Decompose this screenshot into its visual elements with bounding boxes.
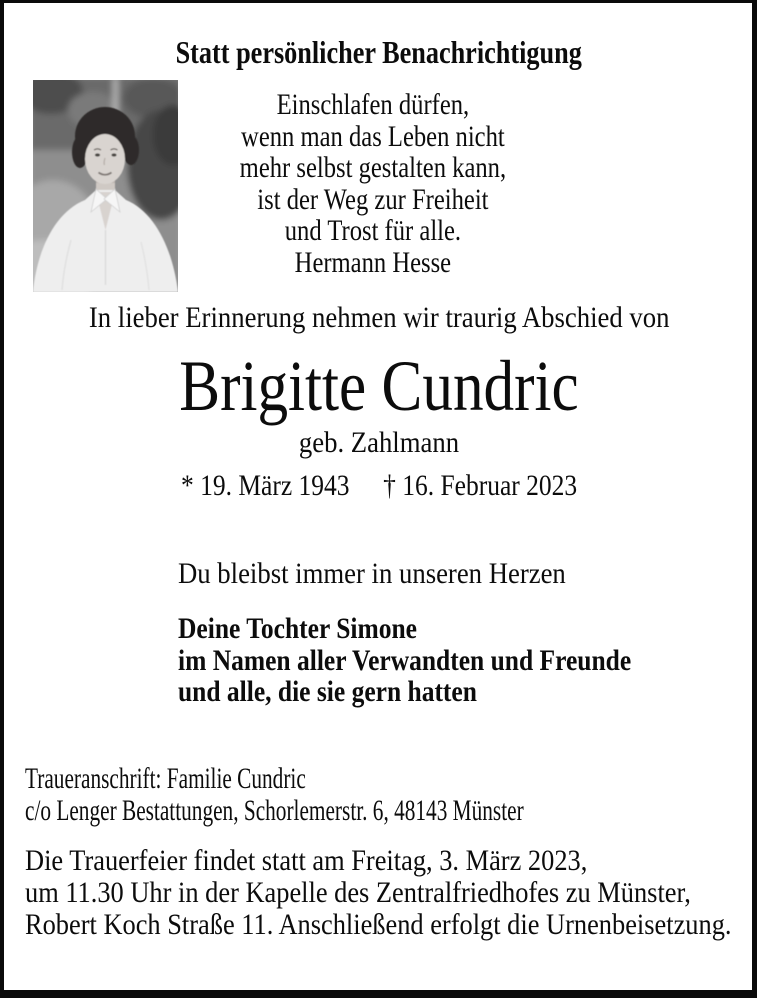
notice-header-text: Statt persönlicher Benachrichtigung: [175, 34, 583, 70]
address-line: c/o Lenger Bestattungen, Schorlemerstr. 6, 48143 Münster: [25, 794, 524, 827]
funeral-line: Die Trauerfeier findet statt am Freitag, 3. März 2023,: [25, 844, 588, 877]
poem-line: und Trost für alle.: [284, 214, 461, 247]
farewell-line: [178, 558, 614, 589]
poem-line: ist der Weg zur Freiheit: [256, 182, 489, 216]
intro-text: In lieber Erinnerung nehmen wir traurig Abschied von: [88, 301, 670, 334]
farewell-text: Du bleibst immer in unseren Herzen: [178, 557, 566, 590]
notice-header: [0, 36, 758, 68]
funeral-line: Robert Koch Straße 11. Anschließend erfolgt die Urnenbeisetzung.: [25, 908, 732, 941]
condolence-address-text: [25, 763, 524, 827]
funeral-info-text: [25, 845, 732, 941]
funeral-info-block: [25, 845, 758, 941]
death-date: † 16. Februar 2023: [383, 469, 578, 502]
poem-author: Hermann Hesse: [294, 245, 451, 279]
maiden-name: [0, 427, 758, 458]
funeral-line: um 11.30 Uhr in der Kapelle des Zentralfriedhofes zu Münster,: [25, 876, 691, 909]
poem-line: Einschlafen dürfen,: [276, 88, 469, 121]
maiden-name-text: geb. Zahlmann: [298, 426, 460, 459]
mourners-text: [178, 613, 631, 708]
deceased-name-text: Brigitte Cundric: [179, 346, 579, 426]
mourner-line: Deine Tochter Simone: [178, 612, 417, 645]
poem-block: [0, 89, 758, 278]
poem-text: [239, 89, 505, 278]
poem-line: wenn man das Leben nicht: [240, 119, 505, 153]
life-dates-text: [181, 470, 577, 501]
mourners-block: [178, 613, 711, 708]
deceased-name: [0, 346, 758, 426]
intro-line: [0, 302, 758, 333]
poem-line: mehr selbst gestalten kann,: [239, 151, 506, 184]
mourner-line: und alle, die sie gern hatten: [178, 675, 477, 708]
life-dates: [0, 470, 758, 501]
address-line: Traueranschrift: Familie Cundric: [25, 762, 306, 795]
birth-date: * 19. März 1943: [180, 469, 350, 502]
mourner-line: im Namen aller Verwandten und Freunde: [178, 643, 632, 677]
condolence-address-block: [25, 763, 727, 827]
